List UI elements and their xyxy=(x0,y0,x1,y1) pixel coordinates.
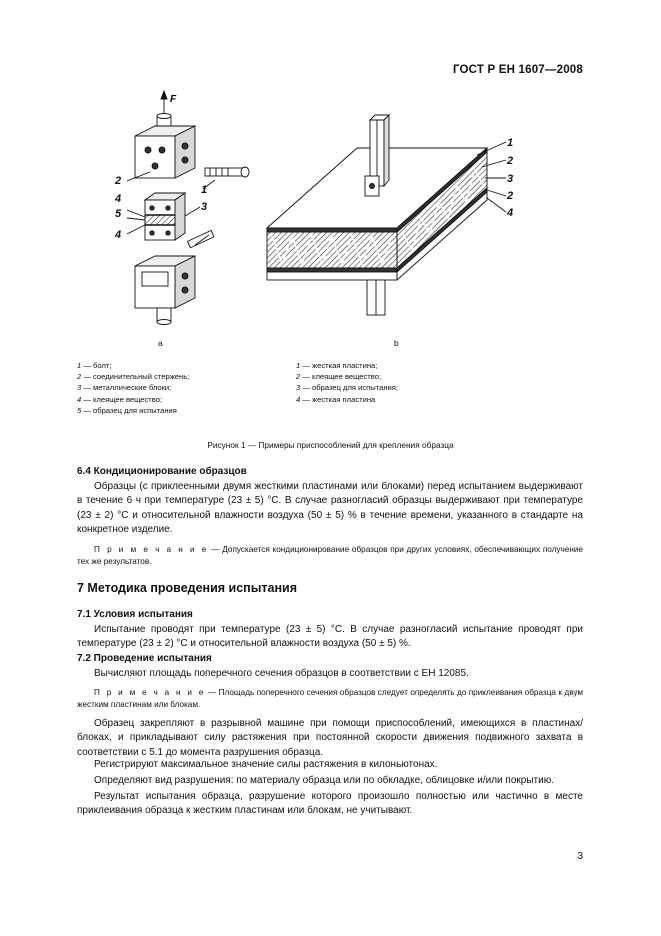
section-6-4-note: П р и м е ч а н и е — Допускается кондиционирование образцов при других условиях, обеспечивающих получение тех же результатов. xyxy=(77,545,583,567)
callout-a-4-top: 4 xyxy=(115,193,122,205)
figure-sublabel-b: b xyxy=(394,338,399,348)
legend-a xyxy=(77,360,189,416)
connecting-rod xyxy=(187,230,214,247)
legend-a-item: 2 — соединительный стержень; xyxy=(77,372,190,382)
callout-a-4-bottom: 4 xyxy=(115,229,122,241)
section-7-title: 7 Методика проведения испытания xyxy=(77,581,297,595)
callout-b-2-top: 2 xyxy=(507,155,514,167)
section-7-2-paragraph-3: Регистрируют максимальное значение силы растяжения в килоньютонах. xyxy=(94,759,438,770)
callout-a-2: 2 xyxy=(115,175,122,187)
section-7-2-paragraph-1: Вычисляют площадь поперечного сечения образцов в соответствии с ЕН 12085. xyxy=(94,668,469,679)
section-6-4-paragraph: Образцы (с приклеенными двумя жесткими пластинами или блоками) перед испытанием выдерживают в течение 6 ч при температуре (23 ± 5) °С. В случае разногласий образцы выдерживают при температуре (23 ± 2) °С и относительной влажности воздуха (50 ± 5) % в течение времени, указанного в стандарте на конкретное изделие. xyxy=(77,481,583,535)
bottom-rigid-plate xyxy=(267,272,397,280)
force-label: F xyxy=(170,94,177,105)
callout-b-3: 3 xyxy=(507,173,514,185)
section-7-2-title: 7.2 Проведение испытания xyxy=(77,653,212,664)
legend-b-item: 1 — жесткая пластина; xyxy=(296,361,378,370)
figure-sublabel-a: а xyxy=(158,338,163,348)
section-6-4-title: 6.4 Кондиционирование образцов xyxy=(77,466,247,477)
top-metal-block xyxy=(135,136,175,178)
specimen xyxy=(145,215,175,225)
callout-a-1: 1 xyxy=(201,184,208,196)
legend-a-item: 4 — клеящее вещество; xyxy=(77,394,163,404)
figure-a-drawing xyxy=(100,88,270,330)
legend-a-item: 3 — металлические блоки; xyxy=(77,383,172,393)
legend-a-item: 1 — болт; xyxy=(77,361,112,370)
figure-b-drawing xyxy=(262,110,527,322)
document-header: ГОСТ Р ЕН 1607—2008 xyxy=(452,64,583,76)
callout-b-4: 4 xyxy=(507,207,514,219)
legend-b-item: 2 — клеящее вещество; xyxy=(296,372,382,382)
bolt xyxy=(205,167,249,177)
page-number: 3 xyxy=(577,851,583,862)
section-7-1-title: 7.1 Условия испытания xyxy=(77,609,193,620)
section-7-2-paragraph-2: Образец закрепляют в разрывной машине при помощи приспособлений, имеющихся в пластинах/блоках, и прикладывают силу растяжения при постоянной скорости движения подвижного захвата в соответствии с 5.1 до момента разрушения образца. xyxy=(77,718,583,758)
figure-caption: Рисунок 1 — Примеры приспособлений для крепления образца xyxy=(207,440,454,450)
callout-a-3: 3 xyxy=(201,201,208,213)
legend-b-item: 4 — жесткая пластина xyxy=(296,394,376,404)
force-arrowhead xyxy=(161,91,167,99)
callout-b-1: 1 xyxy=(507,137,514,149)
section-7-1-paragraph: Испытание проводят при температуре (23 ± 5) °С. В случае разногласий испытание проводят при температуре (23 ± 2) °С и относительной влажности воздуха (50 ± 5) %. xyxy=(77,624,583,650)
section-7-2-paragraph-4: Определяют вид разрушения: по материалу образца или по обкладке, облицовке и/или покрытию. xyxy=(94,775,554,786)
callout-a-5: 5 xyxy=(115,208,122,220)
legend-a-item: 5 — образец для испытания xyxy=(77,405,177,415)
legend-b xyxy=(296,360,398,405)
callout-b-2-bottom: 2 xyxy=(507,190,514,202)
legend-b-item: 3 — образец для испытания; xyxy=(296,383,399,393)
section-7-2-note: П р и м е ч а н и е — Площадь поперечного сечения образцов следует определять до приклеивания образца к двум жестким пластинам или блокам. xyxy=(77,688,583,710)
section-7-2-paragraph-5: Результат испытания образца, разрушение которого произошло полностью или частично в месте приклеивания образца к жестким пластинам или блокам, не учитывают. xyxy=(77,791,583,817)
